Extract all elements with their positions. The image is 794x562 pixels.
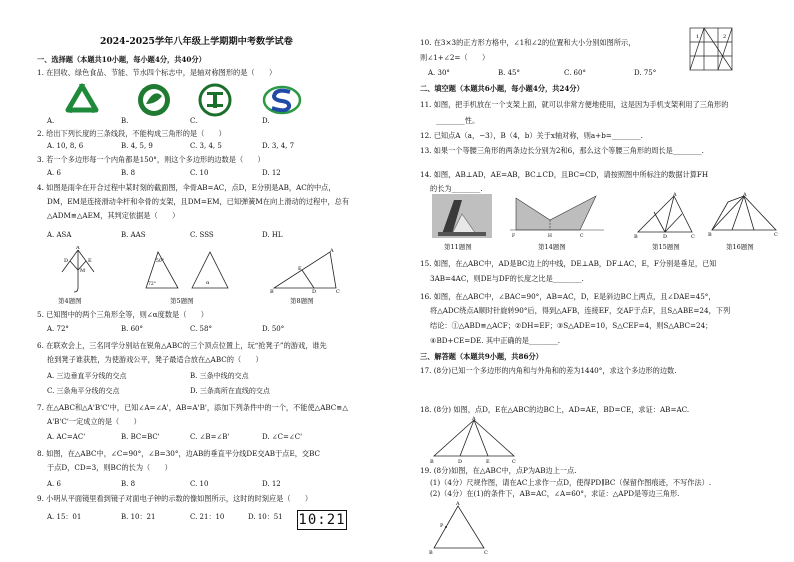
q3-option-b[interactable]: B. 8 [121, 169, 136, 177]
q7-option-b[interactable]: B. BC=BC' [121, 433, 160, 441]
figure-14-caption: 第14题图 [538, 243, 566, 251]
left-column [0, 0, 396, 562]
q10-option-c[interactable]: C. 60° [564, 69, 586, 77]
question-14-line-2: 的长为________. [430, 184, 483, 193]
question-4-line-1: 4. 如图是雨伞在开合过程中某时刻的截面图，伞骨AB=AC，点D，E分别是AB，AC的中点， [37, 183, 336, 192]
fig19-label-a: A [456, 501, 460, 507]
fig18-label-b: B [430, 459, 434, 464]
svg-text:B: B [708, 232, 712, 238]
question-14-line-1: 14. 如图，AB⊥AD，AE=AB，BC⊥CD，且BC=CD，请按照图中所标注的数据计算FH [420, 170, 709, 179]
fig19-label-p: P [440, 523, 444, 529]
fig19-label-c: C [484, 550, 488, 556]
question-19-part-2: (2)（4分）在(1)的条件下，AB=AC，∠A=60°，求证：△APD是等边三角形. [430, 489, 680, 498]
svg-text:M: M [80, 268, 86, 274]
section-choice-heading: 一、选择题（本题共10小题，每小题4分，共40分） [37, 55, 206, 64]
fig19-label-b: B [429, 550, 433, 556]
svg-text:E: E [88, 258, 92, 264]
figure-14-diagram [510, 190, 606, 240]
q9-option-b[interactable]: B. 10：21 [121, 513, 156, 521]
svg-text:D: D [64, 258, 69, 264]
question-3: 3. 若一个多边形每一个内角都是150°，则这个多边形的边数是（ ） [37, 155, 265, 164]
svg-text:A: A [673, 192, 677, 198]
grid-angle-1-label: 1 [696, 34, 700, 40]
energy-saving-icon [198, 82, 232, 118]
q5-option-d[interactable]: D. 50° [262, 325, 285, 333]
q3-option-a[interactable]: A. 6 [47, 169, 61, 177]
q5-option-b[interactable]: B. 60° [121, 325, 144, 333]
umbrella-figure [50, 246, 106, 294]
question-11-line-1: 11. 如图，把手机放在一个支架上面，就可以非常方便地使用，这是因为手机支架利用了三角形的 [420, 100, 729, 109]
question-16-line-3: 结论：①△ABD≌△ACF；②DH=EF；③S△ADE=10，S△CEF=4，则S△ABC=24； [430, 321, 713, 330]
question-16-line-4: ④BD+CE=DE. 其中正确的是________. [430, 336, 561, 345]
svg-text:50°: 50° [156, 259, 164, 264]
fig18-label-a: A [472, 416, 476, 422]
q10-option-d[interactable]: D. 75° [634, 69, 657, 77]
question-10-line-1: 10. 在3×3的正方形方格中，∠1和∠2的位置和大小分别如图所示， [420, 38, 636, 47]
svg-text:B: B [634, 234, 638, 238]
figure-15-caption: 第15题图 [652, 243, 680, 251]
q4-option-d[interactable]: D. HL [262, 231, 283, 239]
fig18-label-e: E [486, 459, 490, 464]
question-6-line-2: 抢到凳子谁获胜，为使游戏公平，凳子最适合放在△ABC的（ ） [47, 355, 263, 364]
svg-text:A: A [76, 246, 80, 251]
q1-option-a[interactable]: A. [47, 117, 55, 125]
water-saving-icon [262, 84, 302, 116]
figure-11-caption: 第11题图 [444, 243, 472, 251]
section-answer-heading: 三、解答题（本题共9小题，共86分） [420, 352, 543, 361]
q6-option-d[interactable]: D. 三条高所在直线的交点 [190, 387, 270, 395]
green-food-icon [136, 82, 172, 118]
svg-text:H: H [548, 234, 552, 239]
svg-text:C: C [580, 234, 584, 239]
question-15-line-2: 3AB=4AC，则DE与DF的长度之比是________. [430, 274, 584, 283]
question-9: 9. 小明从平面镜里看到镜子对面电子钟的示数的像如图所示，这时的时刻应是（ ） [37, 494, 313, 503]
question-15-line-1: 15. 如图，在△ABC中，AD是BC边上的中线，DE⊥AB，DF⊥AC，E，F分别是垂足，已知 [420, 259, 717, 268]
q1-option-c[interactable]: C. [190, 117, 198, 125]
question-19: 19. (8分)如图，在△ABC中，点P为AB边上一点. [420, 466, 577, 475]
q2-option-a[interactable]: A. 10, 8, 6 [47, 142, 84, 150]
q3-option-c[interactable]: C. 10 [190, 169, 209, 177]
page-title: 2024-2025学年八年级上学期期中考数学试卷 [100, 36, 293, 47]
svg-text:C: C [691, 234, 695, 238]
q1-option-d[interactable]: D. [262, 117, 270, 125]
q7-option-c[interactable]: C. ∠B=∠B' [190, 433, 230, 441]
fig18-label-c: C [512, 459, 516, 464]
svg-text:α: α [206, 280, 210, 286]
svg-text:C: C [774, 232, 778, 238]
q8-option-c[interactable]: C. 10 [190, 480, 209, 488]
question-7-line-2: A'B'C'一定成立的是（ ） [47, 417, 141, 426]
grid-3x3-figure [688, 26, 736, 74]
question-2: 2. 给出下列长度的三条线段，不能构成三角形的是（ ） [37, 129, 226, 138]
q9-option-a[interactable]: A. 15：01 [47, 513, 82, 521]
question-1: 1. 在回收、绿色食品、节能、节水四个标志中，是轴对称图形的是（ ） [37, 68, 277, 77]
question-16-line-2: 将△ADC绕点A顺时针旋转90°后，得到△AFB，连接EF，交AF于点F，且S△ABE=24，下列 [430, 306, 731, 315]
question-12: 12. 已知点A（a，−3），B（4，b）关于x轴对称，则a+b=________. [420, 131, 643, 140]
figure-15-triangle [634, 192, 696, 238]
svg-text:D: D [312, 289, 317, 294]
svg-text:B: B [270, 289, 274, 294]
q4-option-a[interactable]: A. ASA [47, 231, 72, 239]
q10-option-a[interactable]: A. 30° [428, 69, 450, 77]
question-10-line-2: 则∠1+∠2=（ ） [420, 53, 490, 62]
q2-option-d[interactable]: D. 3, 4, 7 [262, 142, 295, 150]
figure-16-triangle [708, 190, 780, 238]
question-5: 5. 已知图中的两个三角形全等，则∠α度数是（ ） [37, 310, 208, 319]
q5-option-c[interactable]: C. 58° [190, 325, 212, 333]
phone-stand-photo [432, 194, 492, 238]
svg-text:F: F [512, 234, 516, 239]
svg-text:E: E [298, 266, 302, 272]
question-8-line-1: 8. 如图，在△ABC中，∠C=90°，∠B=30°，边AB的垂直平分线DE交AB于点E，交BC [37, 449, 320, 458]
svg-text:D: D [663, 234, 668, 238]
right-column [398, 0, 794, 562]
q9-option-d[interactable]: D. 10：51 [248, 513, 283, 521]
fig18-label-d: D [458, 459, 463, 464]
figure-16-caption: 第16题图 [726, 243, 754, 251]
q2-option-b[interactable]: B. 4, 5, 9 [121, 142, 153, 150]
q3-option-d[interactable]: D. 12 [262, 169, 281, 177]
figure-18-triangle [428, 414, 520, 464]
q8-option-b[interactable]: B. 8 [121, 480, 136, 488]
q7-option-d[interactable]: D. ∠C=∠C' [262, 433, 303, 441]
svg-text:72°: 72° [148, 282, 156, 287]
mirrored-digital-clock: 10:21 [298, 512, 346, 528]
question-4-line-2: DM，EM是连接滑动伞杆和伞骨的支架，且DM=EM，已知弹簧M在向上滑动的过程中，总有 [47, 197, 350, 206]
q9-option-c[interactable]: C. 21：10 [190, 513, 225, 521]
svg-text:C: C [336, 289, 340, 294]
section-fill-heading: 二、填空题（本题共6小题，每小题4分，共24分） [420, 84, 584, 93]
svg-text:A: A [330, 248, 334, 254]
question-16-line-1: 16. 如图，在△ABC中，∠BAC=90°，AB=AC，D，E是斜边BC上两点，且∠DAE=45°， [420, 292, 716, 301]
question-19-part-1: (1)（4分）尺规作图，请在AC上求作一点D，使得PD∥BC（保留作图痕迹，不写作法）. [430, 478, 712, 487]
question-17: 17. (8分)已知一个多边形的内角和与外角和的差为1440°，求这个多边形的边数. [420, 366, 677, 375]
question-4-line-3: △ADM≌△AEM，其判定依据是（ ） [47, 211, 180, 220]
question-13: 13. 如果一个等腰三角形的两条边长分别为2和6，那么这个等腰三角形的周长是________. [420, 146, 704, 155]
q6-option-b[interactable]: B. 三条中线的交点 [190, 372, 249, 380]
q8-option-a[interactable]: A. 6 [47, 480, 61, 488]
question-7-line-1: 7. 在△ABC和△A'B'C'中，已知∠A=∠A'，AB=A'B'，添加下列条件中的一个，不能使△ABC≌△ [37, 403, 348, 412]
q4-option-b[interactable]: B. AAS [121, 231, 146, 239]
figure-4-caption: 第4题图 [58, 297, 82, 305]
q1-option-b[interactable]: B. [121, 117, 129, 125]
q6-option-a[interactable]: A. 三边垂直平分线的交点 [47, 372, 127, 380]
grid-angle-2-label: 2 [723, 34, 727, 40]
question-8-line-2: 于点D，CD=3，则BC的长为（ ） [47, 463, 172, 472]
q5-option-a[interactable]: A. 72° [47, 325, 69, 333]
q4-option-c[interactable]: C. SSS [190, 231, 214, 239]
question-18: 18. (8分) 如图，点D，E在△ABC的边BC上，AD=AE，BD=CE，求证：AB=AC. [420, 405, 690, 414]
figure-19-triangle [428, 500, 490, 556]
q2-option-c[interactable]: C. 3, 4, 5 [190, 142, 222, 150]
recycle-icon [62, 82, 102, 118]
q10-option-b[interactable]: B. 45° [498, 69, 521, 77]
q8-option-d[interactable]: D. 12 [262, 480, 281, 488]
figure-5-caption: 第5题图 [170, 297, 194, 305]
q7-option-a[interactable]: A. AC=AC' [47, 433, 86, 441]
question-6-line-1: 6. 在联欢会上，三名同学分别站在锐角△ABC的三个顶点位置上，玩“抢凳子”的游戏，谁先 [37, 341, 327, 350]
question-11-line-2: ________性。 [436, 116, 480, 125]
figure-8-caption: 第8题图 [290, 297, 314, 305]
congruent-triangles-figure [142, 248, 230, 294]
triangle-abc-figure-8 [270, 248, 342, 294]
svg-text:A: A [743, 192, 747, 198]
q6-option-c[interactable]: C. 三条角平分线的交点 [47, 387, 120, 395]
